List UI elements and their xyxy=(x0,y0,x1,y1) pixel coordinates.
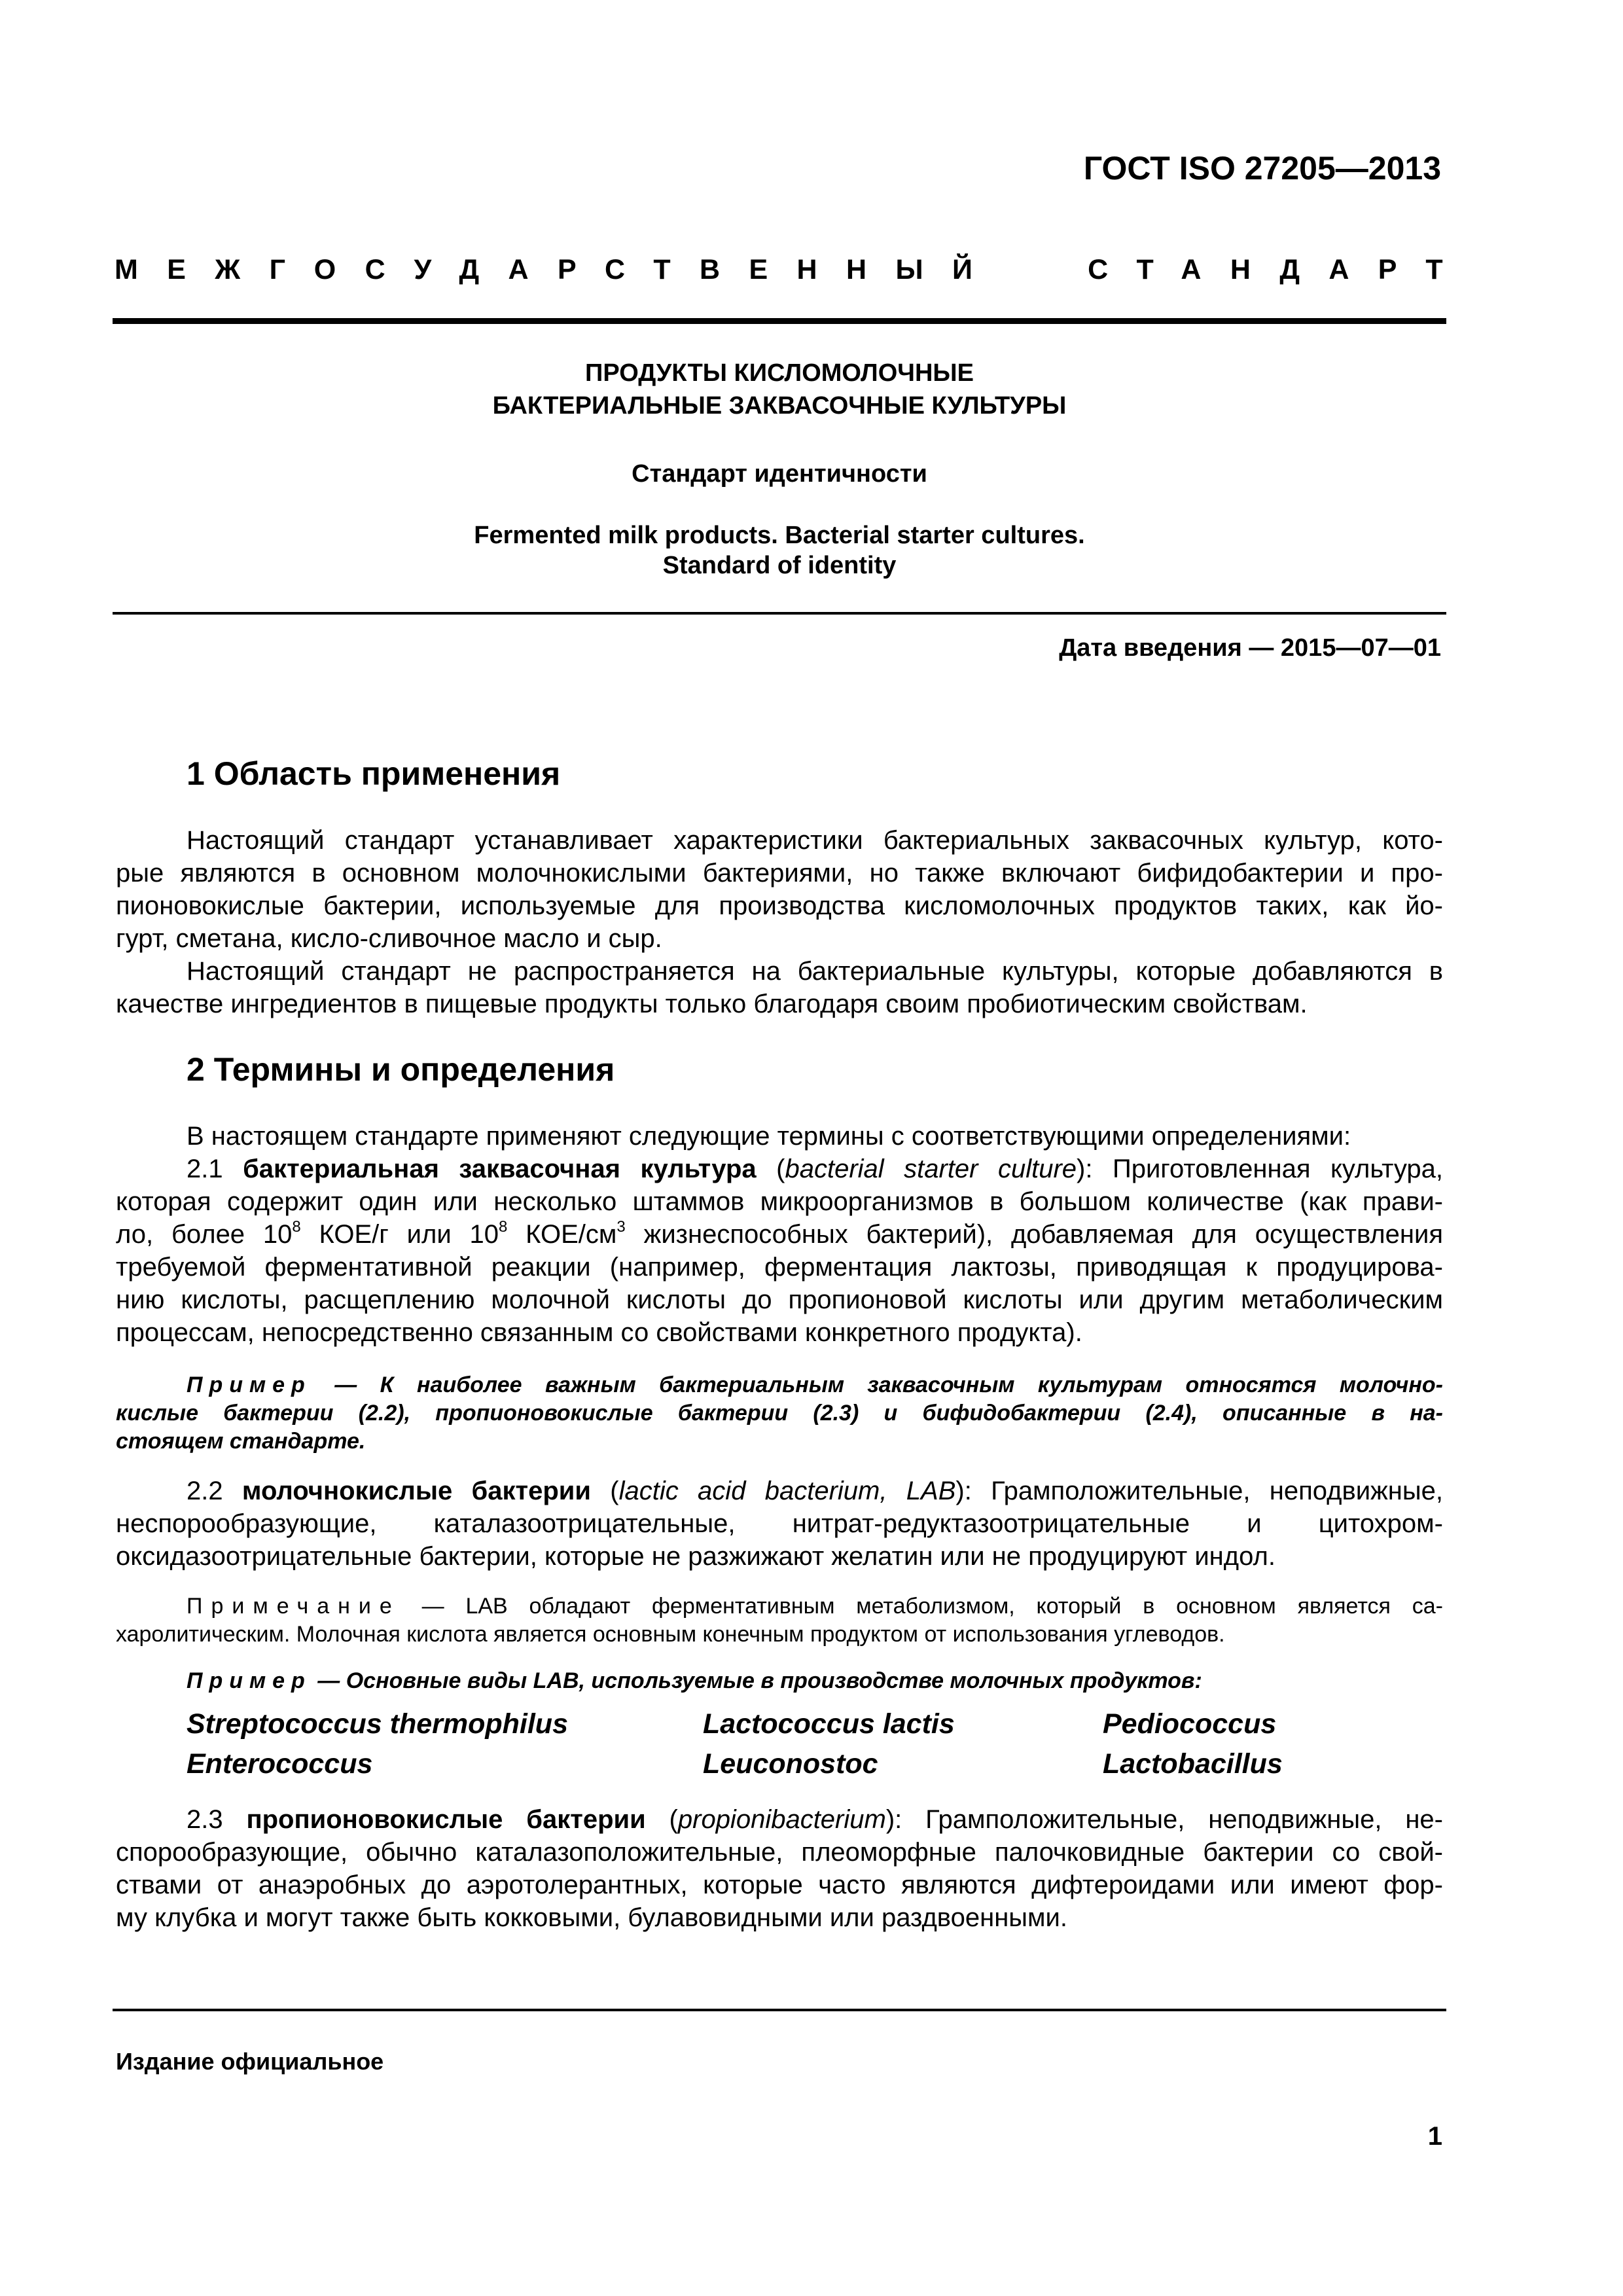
section-2-intro: В настоящем стандарте применяют следующие термины с соответствующими определениями: xyxy=(187,1122,1351,1151)
species-item: Leuconostoc xyxy=(703,1748,878,1780)
species-item: Pediococcus xyxy=(1103,1708,1277,1740)
banner-word-standard: СТАНДАРТ xyxy=(1088,254,1472,285)
document-code: ГОСТ ISO 27205—2013 xyxy=(1083,150,1441,187)
example-1-line-2: кислые бактерии (2.2), пропионовокислые бактерии (2.3) и бифидобактерии (2.4), описанные в на- xyxy=(116,1401,1443,1426)
title-ru-line-1: ПРОДУКТЫ КИСЛОМОЛОЧНЫЕ xyxy=(585,359,974,387)
term-2-2-line-2: неспорообразующие, каталазоотрицательные, нитрат-редуктазоотрицательные и цитохром- xyxy=(116,1509,1443,1538)
note-line-2: харолитическим. Молочная кислота является основным конечным продуктом от использования углеводов. xyxy=(116,1622,1225,1647)
term-2-1-line-5: нию кислоты, расщеплению молочной кислоты до пропионовой кислоты или другим метаболическим xyxy=(116,1285,1443,1314)
note-label: Примечание xyxy=(187,1594,401,1619)
term-2-2-line-3: оксидазоотрицательные бактерии, которые не разжижают желатин или не продуцируют индол. xyxy=(116,1542,1275,1571)
term-2-1-line-2: которая содержит один или несколько штаммов микроорганизмов в большом количестве (как прави- xyxy=(116,1187,1443,1216)
term-2-3-line-4: му клубка и могут также быть кокковыми, булавовидными или раздвоенными. xyxy=(116,1903,1067,1932)
term-2-1-term: бактериальная заквасочная культура xyxy=(243,1155,757,1183)
example-label: Пример xyxy=(187,1668,312,1693)
official-edition-label: Издание официальное xyxy=(116,2048,384,2075)
term-2-3-line-3: ствами от анаэробных до аэротолерантных, которые часто являются дифтероидами или имеют фор- xyxy=(116,1871,1443,1899)
species-item: Lactobacillus xyxy=(1103,1748,1283,1780)
term-2-3-term: пропионовокислые бактерии xyxy=(246,1805,646,1834)
term-2-1-line-1: 2.1 бактериальная заквасочная культура (bacterial starter culture): Приготовленная культура, xyxy=(187,1155,1444,1183)
section-1-paragraph-2-line-1: Настоящий стандарт не распространяется на бактериальные культуры, которые добавляются в xyxy=(187,957,1443,986)
note-line-1: Примечание — LAB обладают ферментативным метаболизмом, который в основном является са- xyxy=(187,1594,1443,1619)
section-1-paragraph-1-line-1: Настоящий стандарт устанавливает характеристики бактериальных заквасочных культур, кото- xyxy=(187,826,1443,855)
section-1-paragraph-1-line-3: пионовокислые бактерии, используемые для производства кисломолочных продуктов таких, как йо- xyxy=(116,891,1443,920)
section-1-paragraph-1-line-4: гурт, сметана, кисло-сливочное масло и сыр. xyxy=(116,924,662,953)
term-2-2-term: молочнокислые бактерии xyxy=(241,1477,591,1505)
term-2-3-line-2: спорообразующие, обычно каталазоположительные, плеоморфные палочковидные бактерии со свой- xyxy=(116,1838,1443,1867)
species-item: Enterococcus xyxy=(187,1748,373,1780)
example-1-line-1: Пример — К наиболее важным бактериальным заквасочным культурам относятся молочно- xyxy=(187,1372,1443,1397)
term-2-3-line-1: 2.3 пропионовокислые бактерии (propionibacterium): Грамположительные, неподвижные, не- xyxy=(187,1805,1443,1834)
introduction-date: Дата введения — 2015—07—01 xyxy=(1059,634,1441,662)
example-2-line-1: Пример — Основные виды LAB, используемые в производстве молочных продуктов: xyxy=(187,1668,1202,1693)
section-2-heading: 2 Термины и определения xyxy=(187,1051,615,1088)
term-2-1-line-3: ло, более $10^8$ КОЕ/г или $10^8$ КОЕ/$см^3$ жизнеспособных бактерий), добавляемая для осуществления xyxy=(116,1218,1443,1249)
exponent: 8 xyxy=(292,1218,301,1236)
exponent: 3 xyxy=(616,1218,626,1236)
species-item: Streptococcus thermophilus xyxy=(187,1708,568,1740)
title-en-line-1: Fermented milk products. Bacterial starter cultures. xyxy=(474,522,1085,549)
exponent: 8 xyxy=(498,1218,508,1236)
footer-divider xyxy=(113,2009,1446,2011)
title-ru-subtitle: Стандарт идентичности xyxy=(632,460,927,488)
term-2-1-line-4: требуемой ферментативной реакции (например, ферментация лактозы, приводящая к продуцирова- xyxy=(116,1253,1443,1282)
title-ru-line-2: БАКТЕРИАЛЬНЫЕ ЗАКВАСОЧНЫЕ КУЛЬТУРЫ xyxy=(492,392,1067,420)
species-item: Lactococcus lactis xyxy=(703,1708,955,1740)
header-divider-thick xyxy=(113,318,1446,324)
term-2-1-line-6: процессам, непосредственно связанным со свойствами конкретного продукта). xyxy=(116,1318,1082,1347)
page-number: 1 xyxy=(1427,2122,1442,2151)
section-1-paragraph-2-line-2: качестве ингредиентов в пищевые продукты только благодаря своим пробиотическим свойствам. xyxy=(116,990,1308,1018)
example-label: Пример xyxy=(187,1372,312,1397)
title-en-line-2: Standard of identity xyxy=(662,552,897,579)
term-2-3-term-en: propionibacterium xyxy=(677,1805,886,1834)
interstate-standard-banner xyxy=(115,254,1472,293)
section-1-paragraph-1-line-2: рые являются в основном молочнокислыми бактериями, но также включают бифидобактерии и про- xyxy=(116,859,1443,888)
example-1-line-3: стоящем стандарте. xyxy=(116,1429,366,1454)
section-1-heading: 1 Область применения xyxy=(187,755,561,792)
title-divider xyxy=(113,612,1446,615)
banner-word-interstate: МЕЖГОСУДАРСТВЕННЫЙ xyxy=(115,254,1002,285)
term-2-2-line-1: 2.2 молочнокислые бактерии (lactic acid bacterium, LAB): Грамположительные, неподвижные, xyxy=(187,1477,1444,1505)
term-2-2-term-en: lactic acid bacterium, LAB xyxy=(618,1477,956,1505)
term-2-1-term-en: bacterial starter culture xyxy=(785,1155,1077,1183)
